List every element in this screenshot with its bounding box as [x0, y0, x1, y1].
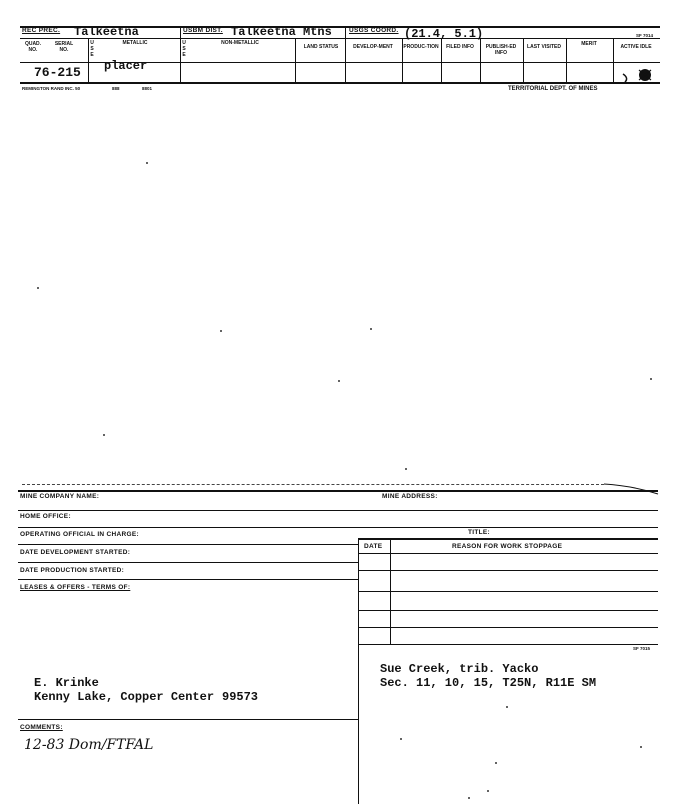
- header-divider-2: [345, 26, 346, 82]
- mine-company-name-label: MINE COMPANY NAME:: [20, 493, 100, 500]
- printer-code-1: 888: [112, 86, 120, 91]
- comments-rule: [18, 719, 358, 720]
- owner-name: E. Krinke: [34, 676, 99, 690]
- speck: [103, 434, 105, 436]
- printer-code-2: 8801: [142, 86, 153, 91]
- merit-label: MERIT: [581, 41, 597, 47]
- speck: [640, 746, 642, 748]
- land-status-label: LAND STATUS: [303, 44, 339, 50]
- stoppage-row-rule: [358, 610, 658, 611]
- home-office-label: HOME OFFICE:: [20, 513, 71, 520]
- comments-handwritten: 12-83 Dom/FTFAL: [24, 737, 154, 753]
- location-line-1: Sue Creek, trib. Yacko: [380, 662, 539, 676]
- stoppage-row-rule: [358, 627, 658, 628]
- use2-label: U S E: [182, 40, 186, 58]
- usbm-dist-label: USBM DIST.: [183, 27, 223, 34]
- official-rule: [18, 527, 658, 528]
- dev-started-rule: [18, 544, 358, 545]
- stoppage-table-top-rule: [358, 538, 658, 540]
- lower-top-dashed-rule: [22, 484, 604, 485]
- speck: [506, 706, 508, 708]
- speck: [370, 328, 372, 330]
- use-label: U S E: [90, 40, 94, 58]
- mine-address-label: MINE ADDRESS:: [382, 493, 438, 500]
- stoppage-bottom-rule: [358, 644, 658, 645]
- metallic-label: METALLIC: [122, 40, 148, 46]
- col-div-active: [613, 38, 614, 82]
- home-office-rule: [18, 510, 658, 511]
- form-number-bottom: SF 7015: [633, 646, 651, 651]
- comments-label: COMMENTS:: [20, 724, 63, 731]
- speck: [220, 330, 222, 332]
- mine-company-rule: [18, 490, 658, 492]
- metallic-value: placer: [104, 59, 148, 73]
- usgs-coord-value: (21.4, 5.1): [404, 27, 484, 41]
- filed-info-label: FILED INFO: [446, 44, 474, 50]
- location-line-2: Sec. 11, 10, 15, T25N, R11E SM: [380, 676, 597, 690]
- operating-official-label: OPERATING OFFICIAL IN CHARGE:: [20, 531, 139, 538]
- lower-center-divider: [358, 644, 359, 804]
- reason-column-header: REASON FOR WORK STOPPAGE: [452, 543, 563, 550]
- speck: [650, 378, 652, 380]
- serial-label: SERIAL NO.: [54, 41, 74, 53]
- dept-name: TERRITORIAL DEPT. OF MINES: [508, 86, 598, 92]
- date-prod-started-label: DATE PRODUCTION STARTED:: [20, 567, 125, 574]
- stoppage-header-rule: [358, 553, 658, 554]
- prod-started-rule: [18, 562, 358, 563]
- leases-offers-label: LEASES & OFFERS - TERMS OF:: [20, 584, 131, 591]
- date-column-header: DATE: [364, 543, 383, 550]
- speck: [405, 468, 407, 470]
- nonmetallic-label: NON-METALLIC: [221, 40, 259, 46]
- stoppage-row-rule: [358, 591, 658, 592]
- header-bottom-rule: [20, 82, 660, 84]
- active-idle-label: ACTIVE IDLE: [620, 44, 652, 50]
- owner-address: Kenny Lake, Copper Center: [34, 690, 215, 704]
- date-dev-started-label: DATE DEVELOPMENT STARTED:: [20, 549, 131, 556]
- col-div-land: [295, 38, 296, 82]
- speck: [37, 287, 39, 289]
- usbm-dist-value: Talkeetna Mtns: [231, 25, 332, 39]
- development-label: DEVELOP-MENT: [353, 44, 393, 50]
- title-label: TITLE:: [468, 529, 491, 536]
- speck: [487, 790, 489, 792]
- leases-rule: [18, 579, 358, 580]
- printer-line: REMINGTON RAND INC. 50: [22, 86, 81, 91]
- owner-zip: 99573: [222, 690, 259, 704]
- rec-prec-value: Talkeetna: [74, 25, 139, 39]
- last-visited-label: LAST VISITED: [527, 44, 561, 50]
- speck: [400, 738, 402, 740]
- quad-label: QUAD. NO.: [24, 41, 42, 53]
- stoppage-row-rule: [358, 570, 658, 571]
- rec-prec-label: REC PREC.: [22, 27, 61, 34]
- production-label: PRODUC-TION: [403, 44, 439, 50]
- quad-serial-value: 76-215: [34, 65, 81, 80]
- speck: [495, 762, 497, 764]
- published-info-label: PUBLISH-ED INFO: [485, 44, 517, 56]
- form-number-top: SF 7014: [636, 33, 654, 38]
- speck: [468, 797, 470, 799]
- active-indicator-mark: [621, 64, 657, 89]
- usgs-coord-label: USGS COORD.: [349, 27, 399, 34]
- speck: [146, 162, 148, 164]
- speck: [338, 380, 340, 382]
